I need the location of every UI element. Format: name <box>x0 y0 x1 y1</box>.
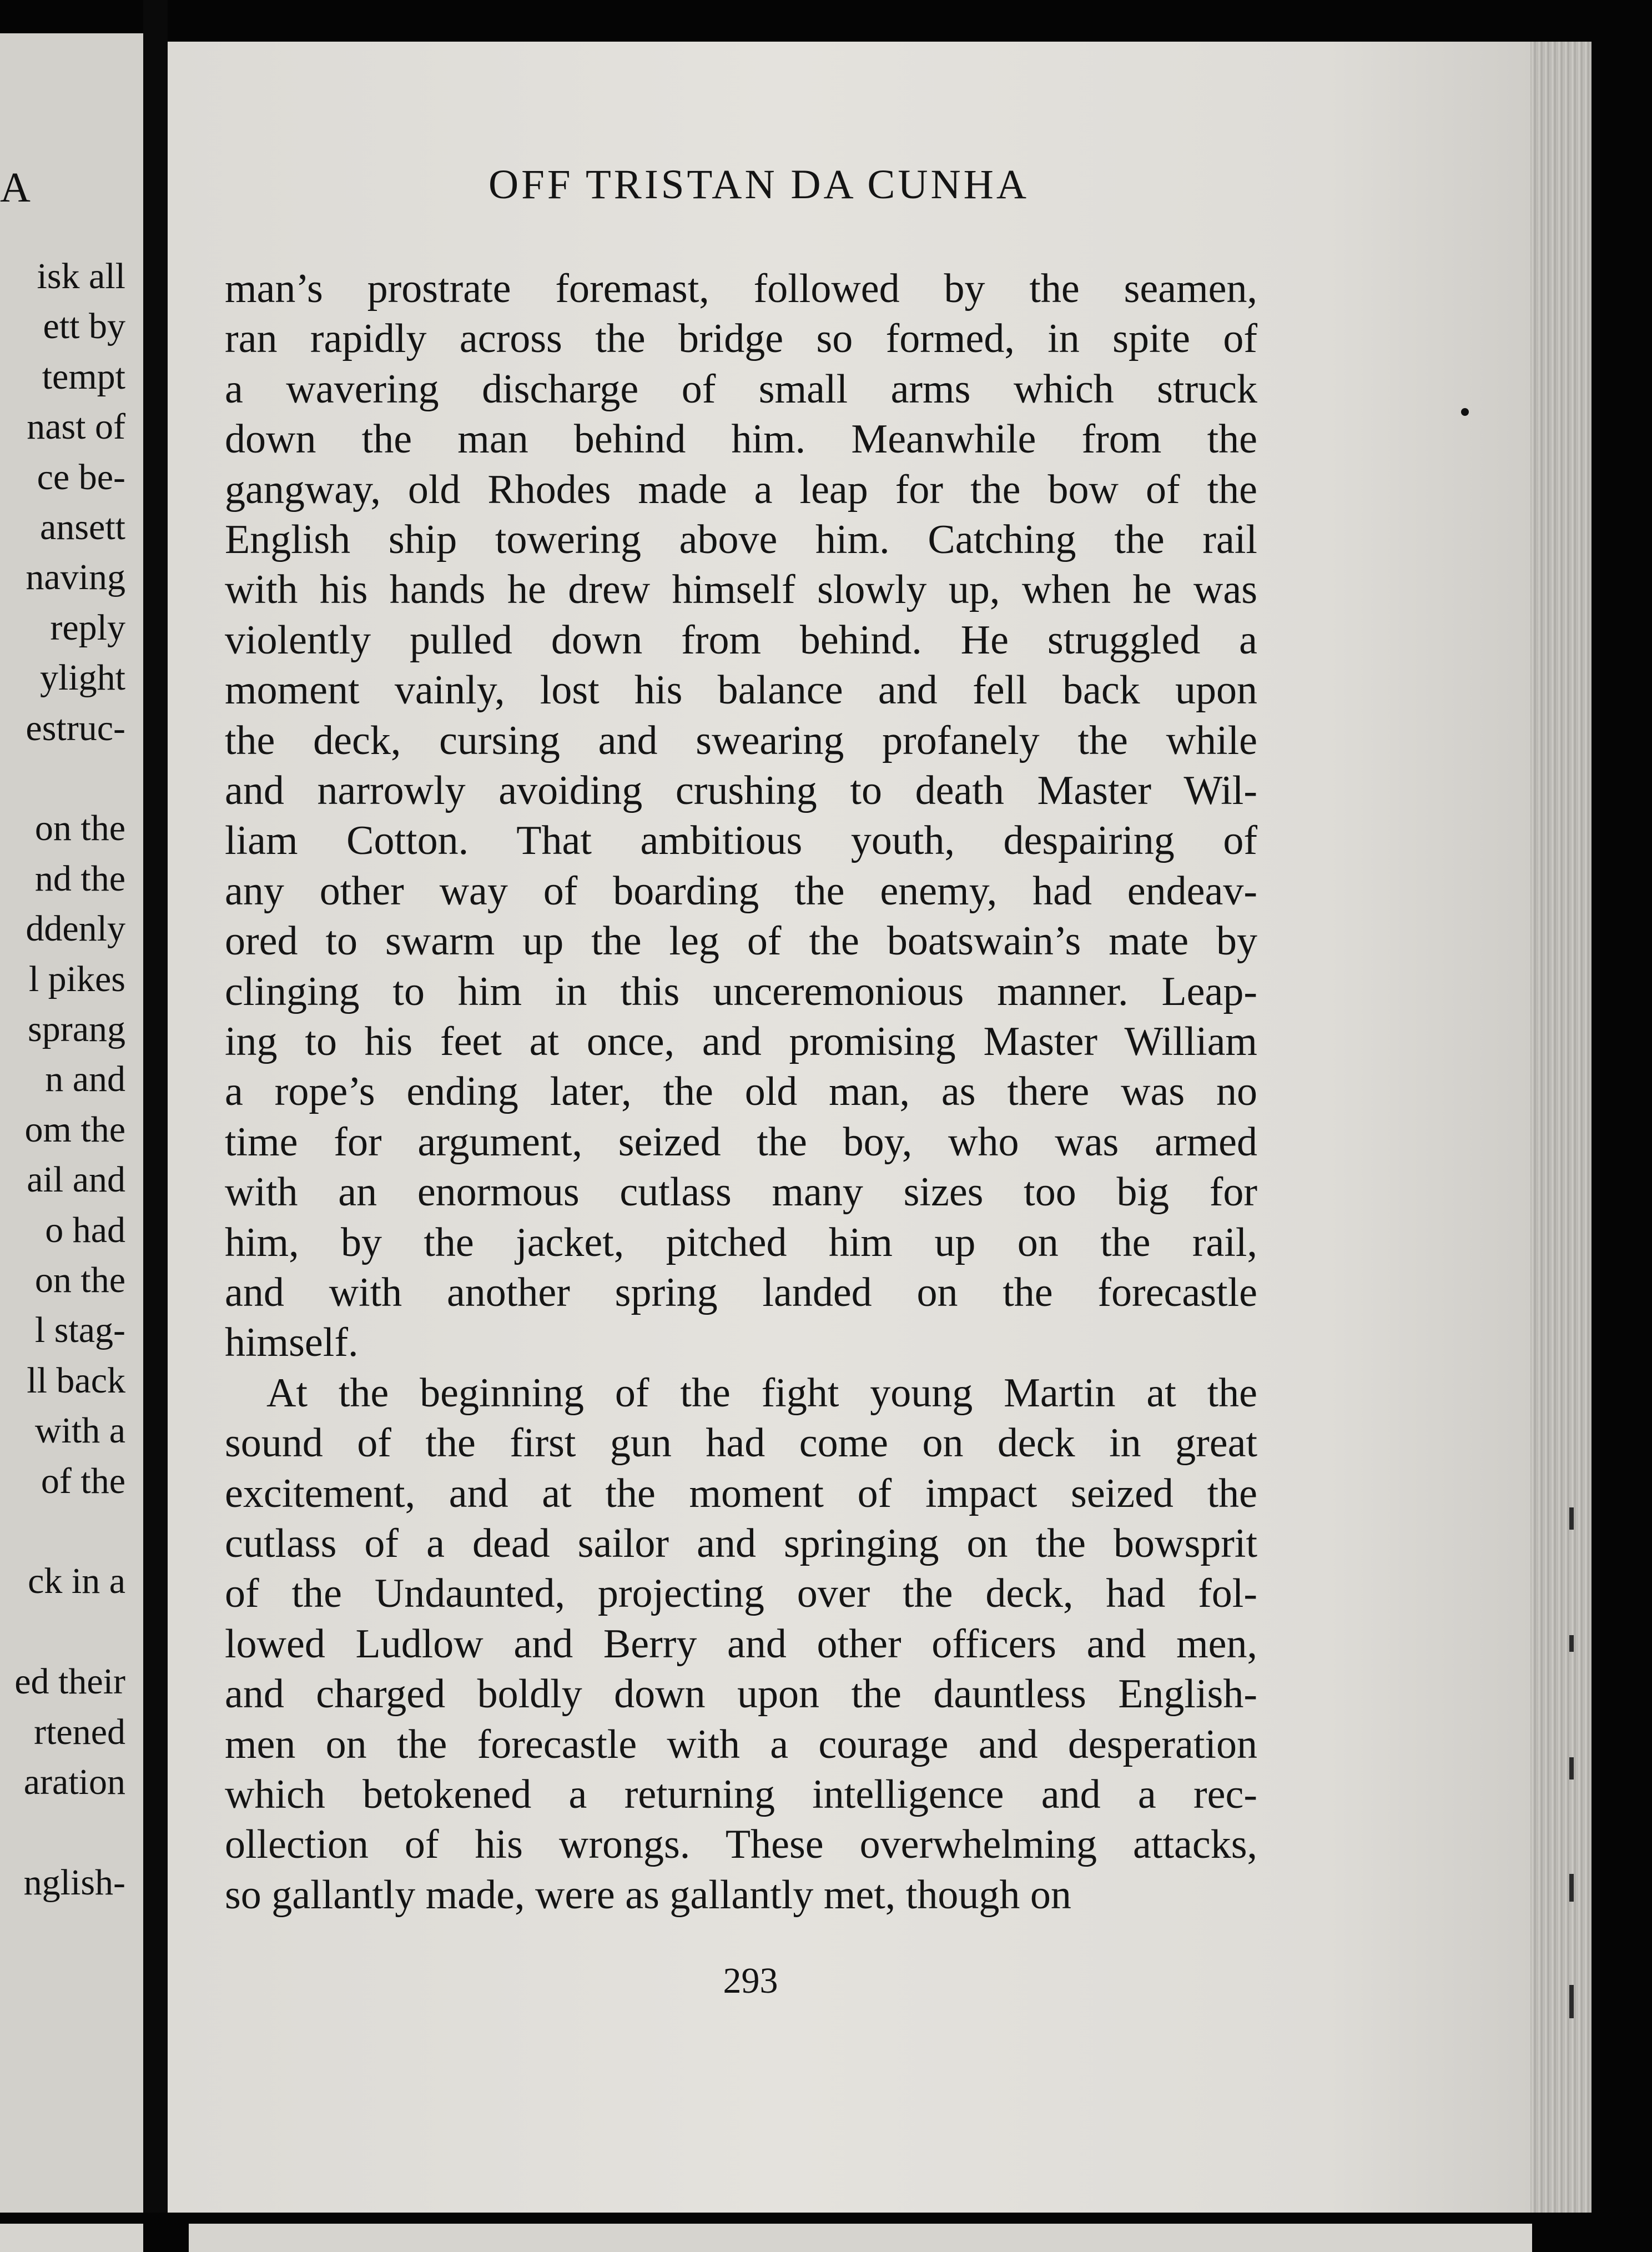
text-line: English ship towering above him. Catching the rail <box>225 517 1257 562</box>
running-header: OFF TRISTAN DA CUNHA <box>488 162 1029 208</box>
previous-page-line: reply <box>50 607 125 648</box>
text-line: sound of the first gun had come on deck in great <box>225 1420 1257 1466</box>
page-gutter <box>143 0 168 2252</box>
previous-page-line: ed their <box>14 1661 125 1702</box>
text-line: violently pulled down from behind. He struggled a <box>225 617 1257 663</box>
edge-mark <box>1569 1635 1574 1652</box>
text-line: so gallantly made, were as gallantly met, though on <box>225 1872 1071 1918</box>
previous-page-fragment <box>0 33 143 2213</box>
previous-page-line: nglish- <box>23 1862 125 1903</box>
previous-page-line: on the <box>34 808 125 849</box>
previous-page-line: aration <box>23 1762 125 1802</box>
text-line: men on the forecastle with a courage and desperation <box>225 1721 1257 1767</box>
previous-page-line: sprang <box>28 1009 125 1049</box>
book-page <box>168 42 1530 2213</box>
previous-page-line: n and <box>45 1059 125 1100</box>
ink-speck <box>1461 408 1469 416</box>
text-line: time for argument, seized the boy, who was armed <box>225 1119 1257 1165</box>
text-line: and charged boldly down upon the dauntless English- <box>225 1671 1257 1717</box>
previous-page-line: of the <box>41 1460 125 1501</box>
text-line: moment vainly, lost his balance and fell back upon <box>225 667 1257 713</box>
previous-page-header-fragment: A <box>0 164 34 211</box>
text-line: himself. <box>225 1320 359 1366</box>
edge-mark <box>1569 1507 1574 1530</box>
text-line: clinging to him in this unceremonious manner. Leap- <box>225 968 1257 1014</box>
text-line: ran rapidly across the bridge so formed, in spite of <box>225 316 1257 362</box>
text-line: down the man behind him. Meanwhile from the <box>225 416 1257 463</box>
previous-page-line: isk all <box>37 256 125 296</box>
edge-mark <box>1569 1757 1574 1780</box>
text-line: and narrowly avoiding crushing to death Master Wil- <box>225 768 1257 813</box>
text-line: him, by the jacket, pitched him up on the rail, <box>225 1219 1257 1265</box>
text-line: excitement, and at the moment of impact seized the <box>225 1470 1257 1516</box>
previous-page-line: om the <box>24 1109 125 1150</box>
previous-page-line: ddenly <box>26 908 125 949</box>
edge-mark <box>1569 1985 1574 2018</box>
text-line: ored to swarm up the leg of the boatswain’s mate by <box>225 918 1257 964</box>
text-line: gangway, old Rhodes made a leap for the bow of the <box>225 466 1257 512</box>
page-edges <box>1530 42 1591 2213</box>
previous-page-line: nast of <box>27 406 125 448</box>
previous-page-line: ll back <box>27 1360 125 1401</box>
text-line: a rope’s ending later, the old man, as there was no <box>225 1069 1257 1115</box>
next-frame-strip <box>0 2213 1652 2252</box>
previous-page-line: ce be- <box>37 456 125 497</box>
previous-page-line: ett by <box>43 306 125 347</box>
text-line: which betokened a returning intelligence and a rec- <box>225 1772 1257 1817</box>
edge-mark <box>1569 1874 1574 1902</box>
previous-page-line: rtened <box>34 1711 125 1752</box>
text-line: any other way of boarding the enemy, had endeav- <box>225 868 1257 914</box>
previous-page-line: on the <box>34 1260 125 1300</box>
previous-page-line: nd the <box>34 858 125 899</box>
next-frame-page <box>189 2224 1532 2252</box>
previous-page-line: ail and <box>27 1159 125 1200</box>
next-frame-left-page <box>0 2224 143 2252</box>
previous-page-line: estruc- <box>26 707 125 748</box>
previous-page-line: naving <box>26 557 125 598</box>
page-number: 293 <box>723 1961 778 2001</box>
previous-page-line: l pikes <box>28 958 125 999</box>
text-line: cutlass of a dead sailor and springing on the bowsprit <box>225 1521 1257 1566</box>
previous-page-line: ylight <box>39 657 125 698</box>
text-line: of the Undaunted, projecting over the deck, had fol- <box>225 1571 1257 1617</box>
previous-page-line: o had <box>45 1209 125 1250</box>
text-line: lowed Ludlow and Berry and other officers and men, <box>225 1621 1257 1667</box>
text-line: with his hands he drew himself slowly up, when he was <box>225 567 1257 613</box>
text-line: with an enormous cutlass many sizes too big for <box>225 1169 1257 1215</box>
previous-page-line: ck in a <box>28 1561 125 1602</box>
text-line: a wavering discharge of small arms which struck <box>225 366 1257 412</box>
text-line: the deck, cursing and swearing profanely the while <box>225 717 1257 763</box>
text-line: At the beginning of the fight young Martin at the <box>266 1370 1257 1416</box>
text-line: liam Cotton. That ambitious youth, despairing of <box>225 818 1257 864</box>
text-line: ing to his feet at once, and promising Master William <box>225 1019 1257 1064</box>
previous-page-line: l stag- <box>34 1310 125 1351</box>
previous-page-line: ansett <box>40 507 125 547</box>
text-line: man’s prostrate foremast, followed by the seamen, <box>225 266 1257 311</box>
previous-page-line: tempt <box>42 356 125 397</box>
previous-page-line: with a <box>34 1410 125 1451</box>
text-line: and with another spring landed on the forecastle <box>225 1270 1257 1315</box>
text-line: ollection of his wrongs. These overwhelming attacks, <box>225 1822 1257 1868</box>
